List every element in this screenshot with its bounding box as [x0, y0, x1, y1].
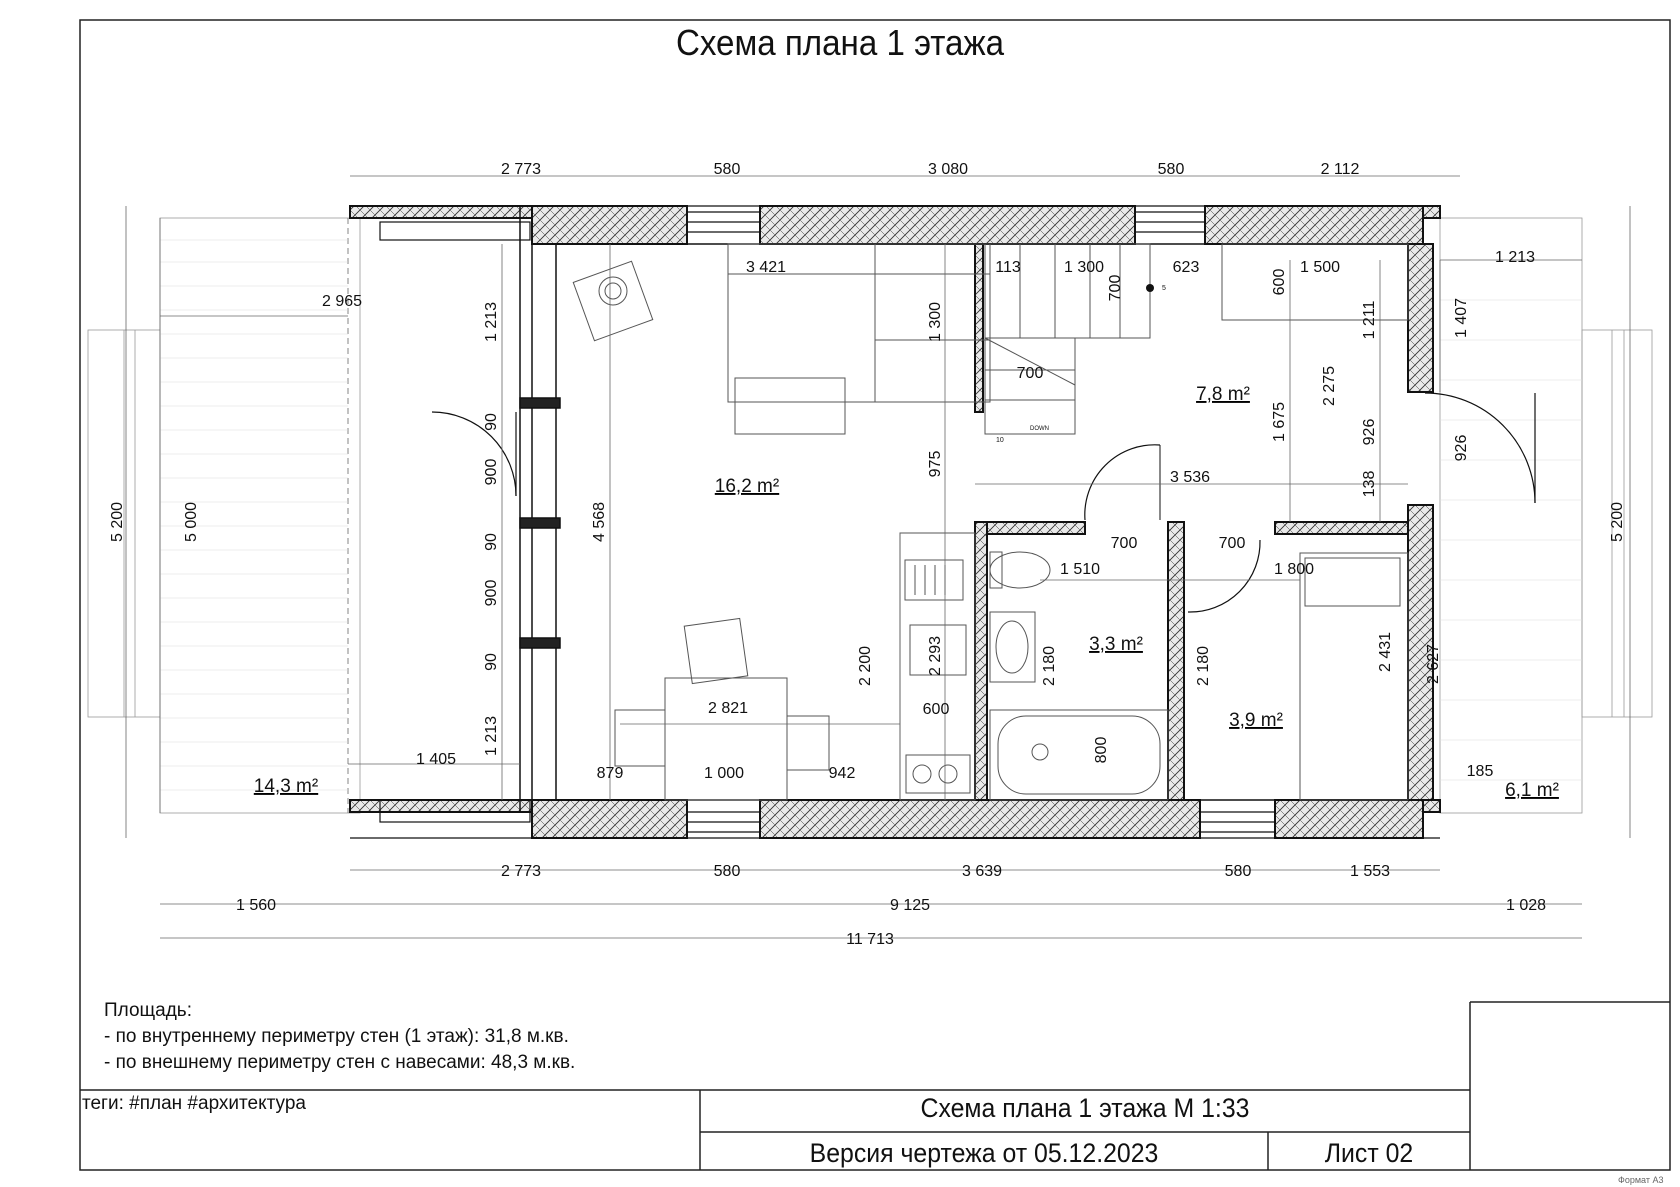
dim-bed-4: 2 431: [1377, 631, 1394, 673]
dim-stair-3: 623: [1172, 259, 1200, 276]
dim-stair-5: 700: [1016, 365, 1044, 382]
dim-top-3: 3 080: [927, 161, 969, 178]
dim-win-4: 90: [483, 533, 500, 551]
dim-sofa-width: 3 421: [745, 259, 787, 276]
dim-right-3: 926: [1453, 434, 1470, 462]
dim-bath-4: 800: [1093, 736, 1110, 764]
sheet-number: Лист 02: [1324, 1138, 1414, 1168]
dim-bot1-2: 580: [713, 863, 741, 880]
area-bath: 3,3 m²: [1089, 634, 1143, 655]
dim-bath-2: 1 510: [1059, 561, 1101, 578]
stair-down-label: DOWN: [1030, 426, 1049, 432]
dim-right-4: 2 627: [1425, 643, 1442, 685]
area-bedroom: 3,9 m²: [1229, 710, 1283, 731]
dim-hall-9: 975: [927, 450, 944, 478]
dim-terrace-width: 2 965: [321, 293, 363, 310]
dim-kitchen-1: 2 200: [857, 645, 874, 687]
dim-hall-7: 138: [1361, 470, 1378, 498]
stair-step-5: 5: [1162, 285, 1166, 292]
dim-dining-4: 942: [828, 765, 856, 782]
dim-bot1-4: 580: [1224, 863, 1252, 880]
dim-bot2-2: 9 125: [889, 897, 931, 914]
dim-living-height: 4 568: [591, 501, 608, 543]
dim-win-1: 1 213: [483, 301, 500, 343]
dim-top-5: 2 112: [1320, 161, 1360, 178]
terrace-door: [432, 412, 516, 496]
dim-right-1: 1 213: [1494, 249, 1536, 266]
dim-kitchen-2: 2 293: [927, 635, 944, 677]
dim-bot2-1: 1 560: [235, 897, 277, 914]
dim-bath-3: 2 180: [1041, 645, 1058, 687]
paper-format: Формат А3: [1618, 1175, 1664, 1185]
dim-win-7: 1 213: [483, 715, 500, 757]
notes-line-2: - по внешнему периметру стен с навесами: 48,3 м.кв.: [104, 1052, 576, 1073]
dim-hall-5: 1 675: [1271, 401, 1288, 443]
dim-stair-4: 700: [1107, 274, 1124, 302]
tags-label: теги: #план #архитектура: [82, 1093, 306, 1114]
stair-step-10: 10: [996, 437, 1004, 444]
area-terrace-right: 6,1 m²: [1505, 780, 1559, 801]
dim-bot1-1: 2 773: [500, 863, 542, 880]
dim-stair-2: 1 300: [1063, 259, 1105, 276]
dim-bed-3: 2 180: [1195, 645, 1212, 687]
dim-left-inner: 5 000: [183, 501, 200, 543]
area-terrace-left: 14,3 m²: [253, 776, 319, 797]
page-title: Схема плана 1 этажа: [675, 22, 1005, 63]
area-hall: 7,8 m²: [1196, 384, 1250, 405]
drawing-version: Версия чертежа от 05.12.2023: [809, 1138, 1159, 1168]
dim-top-1: 2 773: [500, 161, 542, 178]
dim-sofa-depth: 1 300: [927, 301, 944, 343]
dim-win-2: 90: [483, 413, 500, 431]
dim-dining-3: 1 000: [703, 765, 745, 782]
dim-right-outer: 5 200: [1609, 501, 1626, 543]
dim-bath-1: 700: [1110, 535, 1138, 552]
dim-hall-8: 3 536: [1169, 469, 1211, 486]
bath-door: [1085, 445, 1160, 520]
dim-win-5: 900: [483, 579, 500, 607]
area-living: 16,2 m²: [714, 476, 780, 497]
dim-bot3-1: 11 713: [846, 931, 894, 948]
dim-dining-1: 2 821: [707, 700, 749, 717]
terrace-left: [88, 218, 363, 813]
dim-dining-2: 879: [596, 765, 624, 782]
dim-win-3: 900: [483, 458, 500, 486]
dim-win-6: 90: [483, 653, 500, 671]
notes-line-1: - по внутреннему периметру стен (1 этаж): 31,8 м.кв.: [104, 1026, 569, 1047]
dim-hall-2: 600: [1271, 268, 1288, 296]
area-notes: [104, 998, 575, 1076]
dim-hall-4: 2 275: [1321, 365, 1338, 407]
dim-bot1-3: 3 639: [961, 863, 1003, 880]
dim-bed-1: 700: [1218, 535, 1246, 552]
dim-hall-6: 926: [1361, 418, 1378, 446]
room-areas: [254, 384, 1559, 801]
dim-hall-3: 1 211: [1361, 300, 1378, 340]
dim-right-2: 1 407: [1453, 297, 1470, 339]
dim-kitchen-3: 600: [922, 701, 950, 718]
stair-start-dot: [1146, 284, 1154, 292]
dim-top-4: 580: [1157, 161, 1185, 178]
dim-bed-2: 1 800: [1273, 561, 1315, 578]
dim-top-2: 580: [713, 161, 741, 178]
drawing-name: Схема плана 1 этажа М 1:33: [920, 1093, 1250, 1123]
dim-stair-1: 113: [995, 259, 1021, 276]
dim-bot2-3: 1 028: [1505, 897, 1547, 914]
dim-left-outer: 5 200: [109, 501, 126, 543]
dim-bot1-5: 1 553: [1349, 863, 1391, 880]
dim-terrace-bottom: 1 405: [415, 751, 457, 768]
dim-right-5: 185: [1466, 763, 1494, 780]
exterior-walls: [350, 206, 1440, 838]
notes-heading: Площадь:: [104, 1000, 192, 1021]
entry-door: [1425, 393, 1535, 503]
dim-hall-1: 1 500: [1299, 259, 1341, 276]
